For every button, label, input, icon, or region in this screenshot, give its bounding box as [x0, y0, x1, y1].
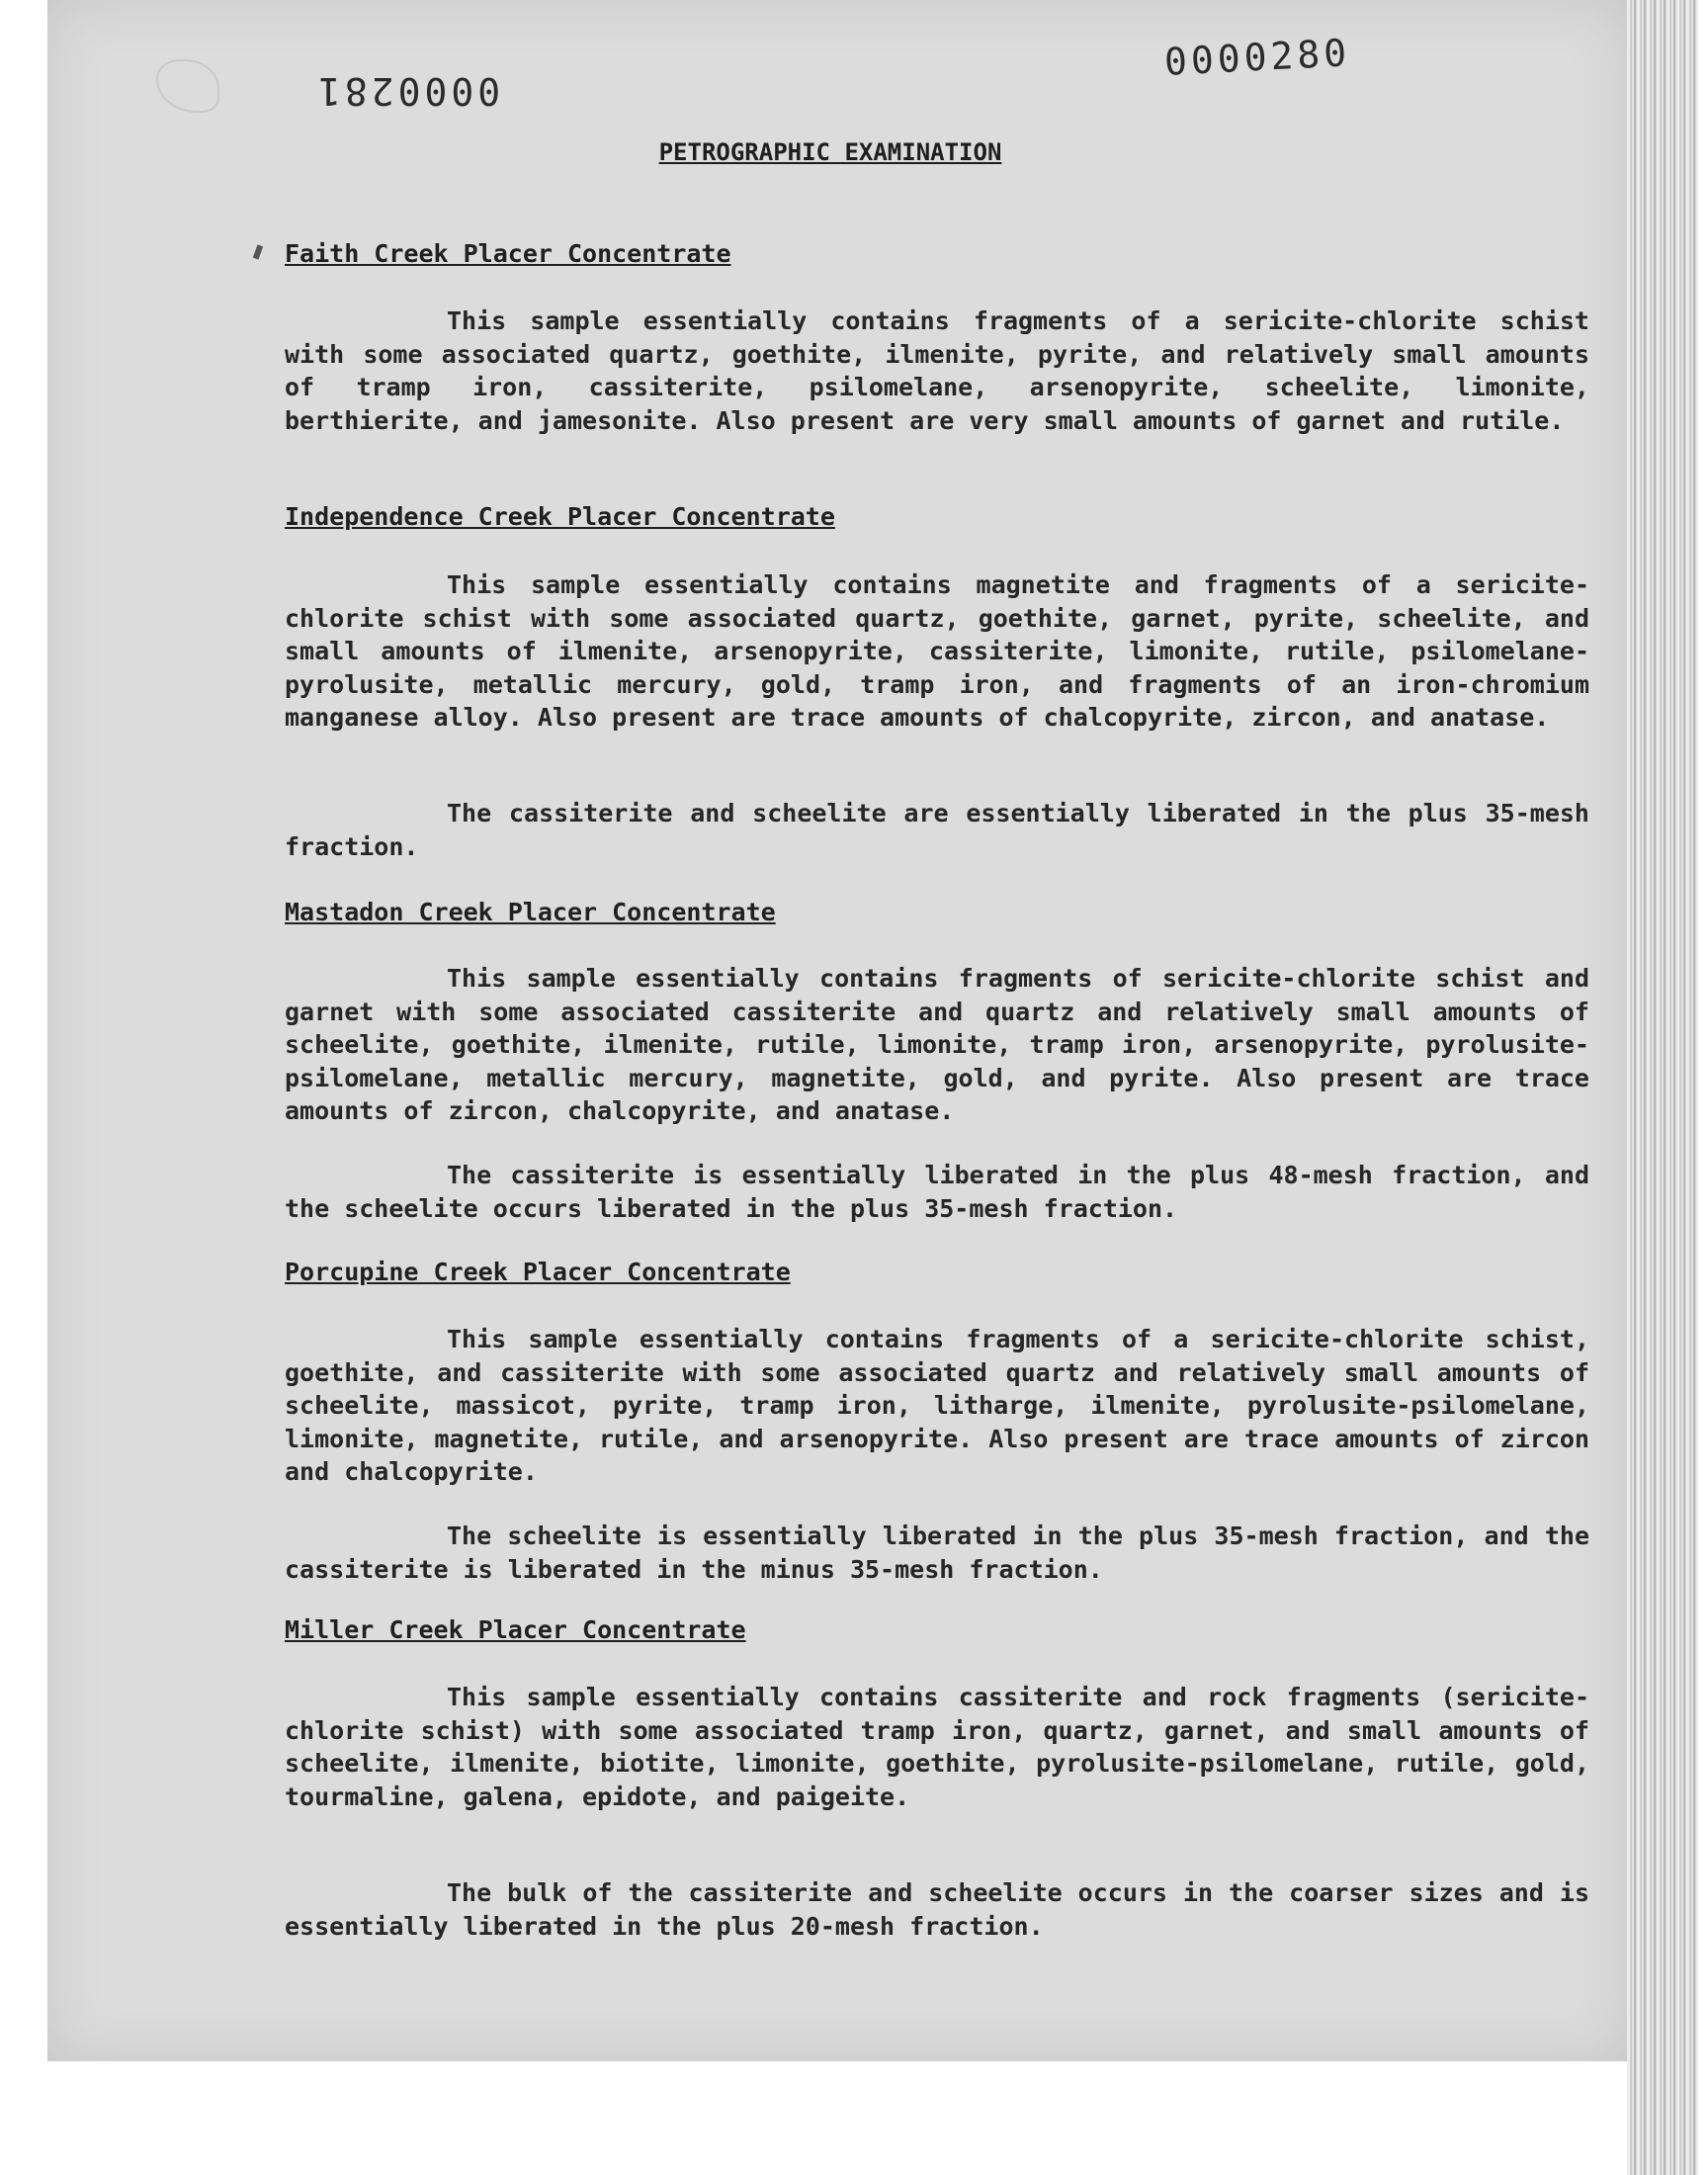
- section-paragraph-faith-creek-1: This sample essentially contains fragments of a sericite-chlorite schist with some associated quartz, goethite, ilmenite, pyrite, and relatively small amounts of tramp iron, cassiterite, psilomelane, arsenopyrite, scheelite, limonite, berthierite, and jamesonite. Also present are very small amounts of garnet and rutile.: [285, 306, 1589, 435]
- section-paragraph-porcupine-creek-1: This sample essentially contains fragments of a sericite-chlorite schist, goethite, and cassiterite with some associated quartz and relatively small amounts of scheelite, massicot, pyrite, tramp iron, litharge, ilmenite, pyrolusite-psilomelane, limonite, magnetite, rutile, and arsenopyrite. Also present are trace amounts of zircon and chalcopyrite.: [285, 1325, 1589, 1486]
- section-heading-miller-creek: Miller Creek Placer Concentrate: [285, 1615, 746, 1644]
- section-paragraph-mastadon-creek-2: The cassiterite is essentially liberated in the plus 48-mesh fraction, and the scheelite occurs liberated in the plus 35-mesh fraction.: [285, 1161, 1589, 1223]
- section-paragraph-miller-creek-1: This sample essentially contains cassiterite and rock fragments (sericite-chlorite schist) with some associated tramp iron, quartz, garnet, and small amounts of scheelite, ilmenite, biotite, limonite, goethite, pyrolusite-psilomelane, rutile, gold, tourmaline, galena, epidote, and paigeite.: [285, 1683, 1589, 1811]
- section-heading-mastadon-creek: Mastadon Creek Placer Concentrate: [285, 898, 776, 926]
- section-paragraph-mastadon-creek-1: This sample essentially contains fragments of sericite-chlorite schist and garnet with some associated cassiterite and quartz and relatively small amounts of scheelite, goethite, ilmenite, rutile, limonite, tramp iron, arsenopyrite, pyrolusite-psilomelane, metallic mercury, magnetite, gold, and pyrite. Also present are trace amounts of zircon, chalcopyrite, and anatase.: [285, 964, 1589, 1125]
- paper-blemish: [156, 59, 219, 113]
- document-title: PETROGRAPHIC EXAMINATION: [658, 138, 1002, 166]
- section-heading-independence-creek: Independence Creek Placer Concentrate: [285, 502, 835, 531]
- section-paragraph-porcupine-creek-2: The scheelite is essentially liberated in the plus 35-mesh fraction, and the cassiterite is liberated in the minus 35-mesh fraction.: [285, 1522, 1589, 1584]
- section-heading-faith-creek: Faith Creek Placer Concentrate: [285, 239, 731, 268]
- page-stamp-right: 0000280: [1162, 31, 1352, 84]
- section-paragraph-independence-creek-1: This sample essentially contains magnetite and fragments of a sericite-chlorite schist with some associated quartz, goethite, garnet, pyrite, scheelite, and small amounts of ilmenite, arsenopyrite, cassiterite, limonite, rutile, psilomelane-pyrolusite, metallic mercury, gold, tramp iron, and fragments of an iron-chromium manganese alloy. Also present are trace amounts of chalcopyrite, zircon, and anatase.: [285, 570, 1589, 732]
- section-paragraph-miller-creek-2: The bulk of the cassiterite and scheelite occurs in the coarser sizes and is essentially liberated in the plus 20-mesh fraction.: [285, 1878, 1589, 1941]
- section-heading-porcupine-creek: Porcupine Creek Placer Concentrate: [285, 1258, 791, 1286]
- page-stamp-left: 0000281: [314, 69, 501, 113]
- section-paragraph-independence-creek-2: The cassiterite and scheelite are essentially liberated in the plus 35-mesh fraction.: [285, 799, 1589, 861]
- scan-edge: [1627, 0, 1698, 2175]
